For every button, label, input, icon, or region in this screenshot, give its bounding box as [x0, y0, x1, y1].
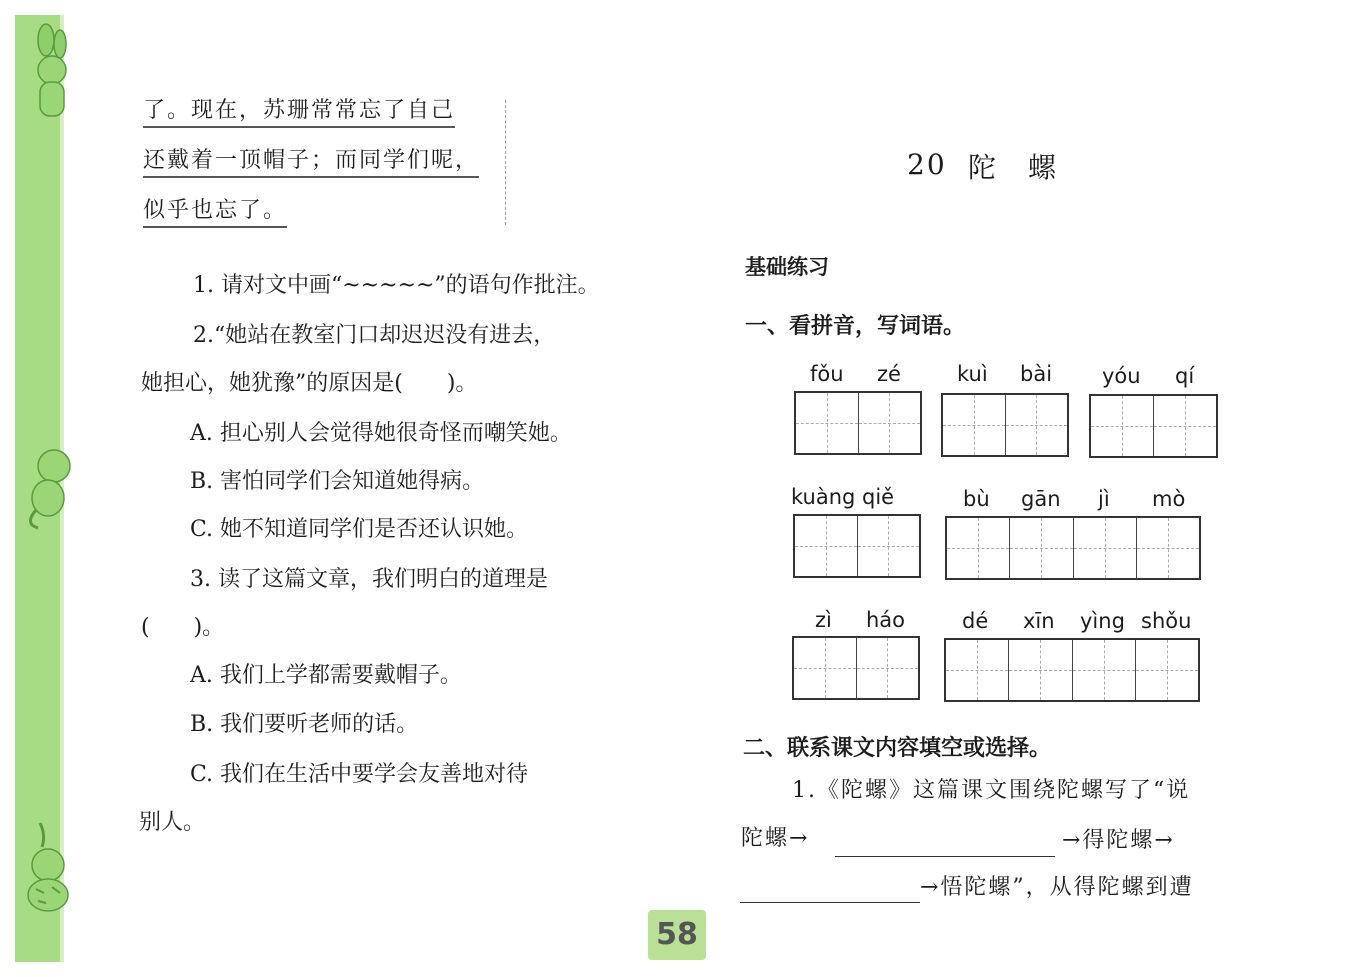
question-2-line-1: 2.“她站在教室门口却迟迟没有进去，	[193, 323, 556, 348]
pinyin-mo: mò	[1152, 487, 1186, 511]
question-2-option-c: C. 她不知道同学们是否还认识她。	[190, 517, 529, 542]
pinyin-qi: qí	[1175, 364, 1195, 388]
answer-grid-zihao[interactable]	[792, 636, 920, 700]
part-2-question-1-line-1: 1.《陀螺》这篇课文围绕陀螺写了“说	[792, 778, 1191, 803]
passage-line-1: 了。现在，苏珊常常忘了自己	[143, 100, 455, 128]
pinyin-ying: yìng	[1080, 609, 1125, 633]
annotation-margin-line	[505, 100, 506, 225]
passage-line-2: 还戴着一顶帽子；而同学们呢，	[143, 150, 479, 178]
question-3-option-b: B. 我们要听老师的话。	[190, 712, 419, 737]
page-number: 58	[648, 910, 706, 960]
pinyin-xin: xīn	[1023, 609, 1055, 633]
pinyin-bu: bù	[963, 487, 990, 511]
question-3-line-2: ( )。	[141, 615, 225, 640]
question-3-option-a: A. 我们上学都需要戴帽子。	[190, 663, 462, 688]
lesson-title: 陀 螺	[968, 151, 1059, 184]
passage-line-3: 似乎也忘了。	[143, 200, 287, 228]
answer-grid-fouze[interactable]	[794, 391, 922, 455]
part-2-question-1-line-3: →悟陀螺”，从得陀螺到遭	[920, 875, 1194, 900]
question-3-option-c-line-1: C. 我们在生活中要学会友善地对待	[190, 762, 529, 787]
part-2-question-1-line-2-end: →得陀螺→	[1062, 828, 1175, 853]
question-3-option-c-line-2: 别人。	[139, 810, 206, 835]
part-1-heading: 一、看拼音，写词语。	[745, 314, 966, 339]
answer-grid-kuangqie[interactable]	[793, 514, 921, 578]
tiger-icon	[16, 815, 76, 915]
cat-icon	[18, 440, 78, 530]
pinyin-hao: háo	[866, 608, 906, 632]
pinyin-fou: fǒu	[810, 362, 844, 386]
answer-grid-youqi[interactable]	[1089, 394, 1218, 458]
pinyin-gan: gān	[1021, 487, 1061, 511]
pinyin-kuangqie: kuàng qiě	[791, 485, 895, 509]
fill-blank-1[interactable]	[835, 856, 1055, 857]
pinyin-shou: shǒu	[1141, 609, 1192, 633]
part-2-question-1-line-2-start: 陀螺→	[741, 826, 810, 851]
pinyin-you: yóu	[1102, 364, 1141, 388]
pinyin-zi: zì	[815, 608, 832, 632]
answer-grid-dexin-yingshou[interactable]	[944, 638, 1200, 702]
question-2-option-b: B. 害怕同学们会知道她得病。	[190, 469, 485, 494]
fill-blank-2[interactable]	[740, 902, 920, 903]
pinyin-de: dé	[962, 609, 989, 633]
pinyin-ze: zé	[877, 362, 901, 386]
question-1: 1. 请对文中画“~~~~~”的语句作批注。	[193, 273, 600, 298]
pinyin-ji: jì	[1098, 487, 1110, 511]
section-basic-practice: 基础练习	[745, 255, 829, 279]
rabbit-icon	[18, 20, 78, 130]
part-2-heading: 二、联系课文内容填空或选择。	[743, 736, 1052, 761]
question-2-option-a: A. 担心别人会觉得她很奇怪而嘲笑她。	[190, 421, 572, 446]
pinyin-bai: bài	[1020, 362, 1053, 386]
question-2-line-2: 她担心，她犹豫”的原因是( )。	[141, 371, 478, 396]
answer-grid-kuibai[interactable]	[941, 393, 1069, 457]
answer-grid-bugan-jimo[interactable]	[945, 516, 1201, 580]
lesson-number: 20	[907, 148, 947, 181]
question-3-line-1: 3. 读了这篇文章，我们明白的道理是	[190, 567, 548, 592]
pinyin-kui: kuì	[957, 362, 988, 386]
